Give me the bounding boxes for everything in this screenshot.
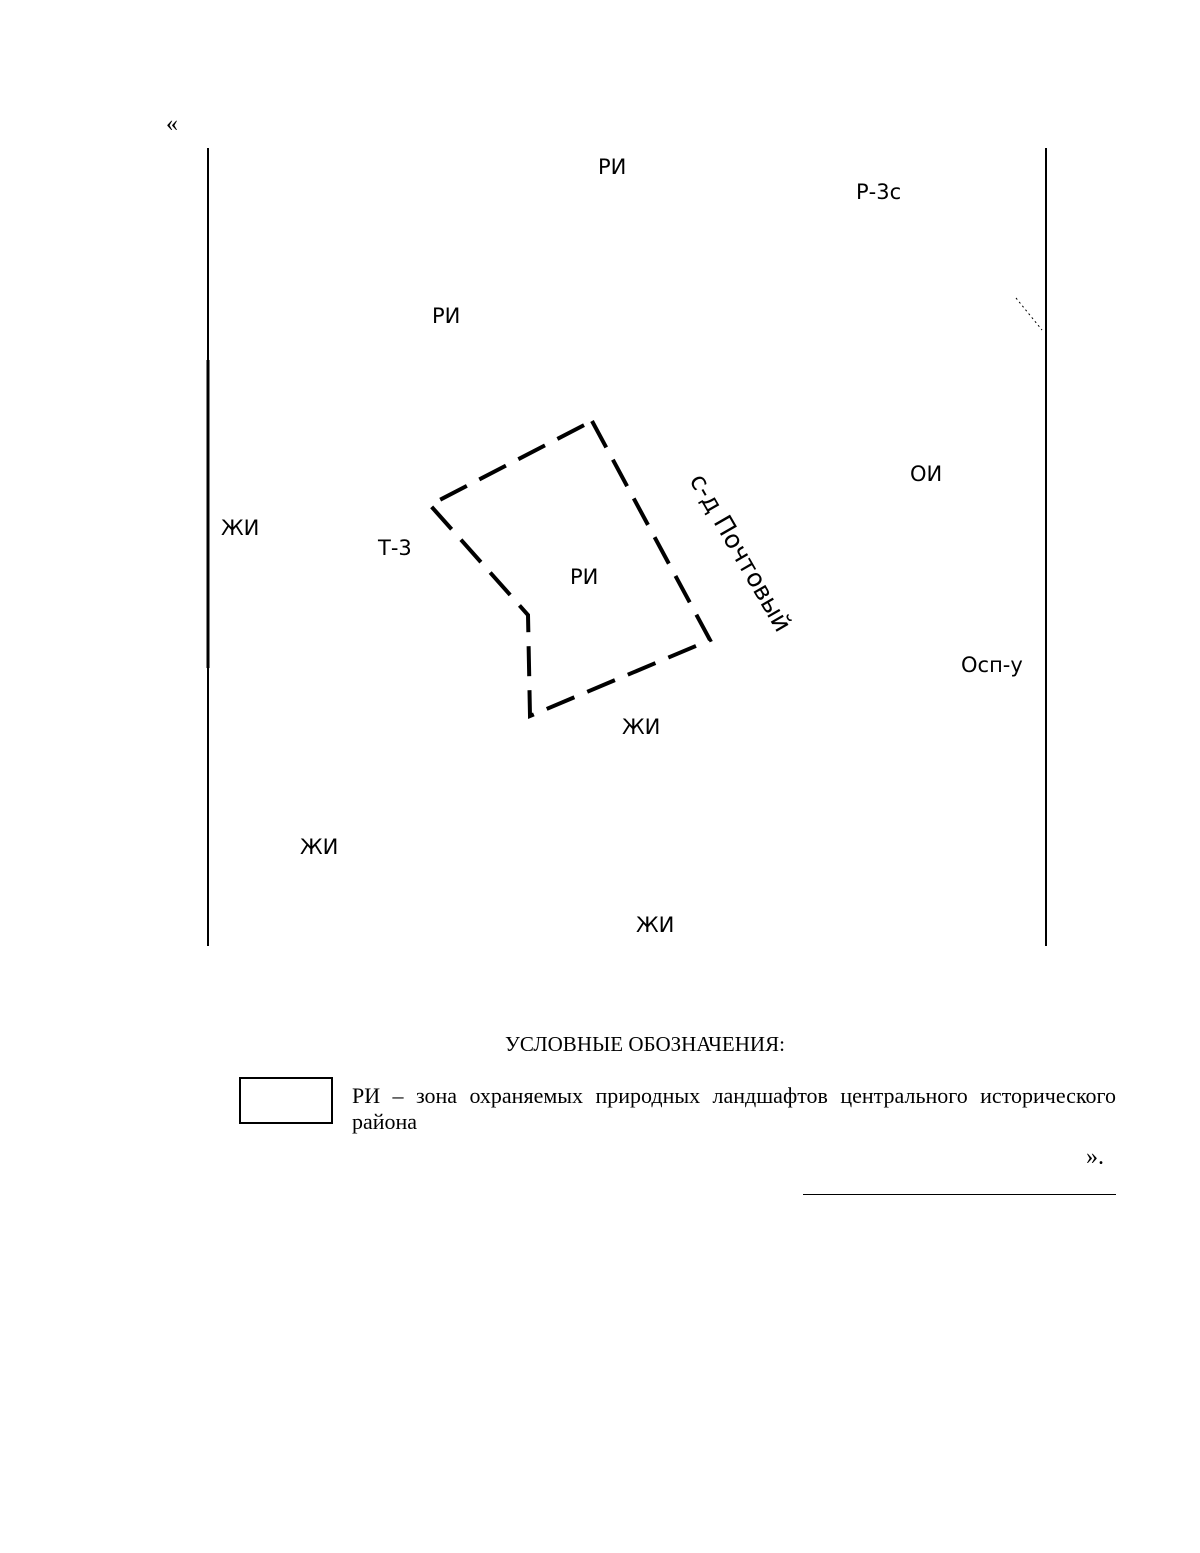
legend-title: УСЛОВНЫЕ ОБОЗНАЧЕНИЯ: xyxy=(505,1032,785,1056)
legend-item-ri: РИ – зона охраняемых природных ландшафтов центрального исторического района xyxy=(352,1083,1116,1135)
closing-quote: ». xyxy=(1086,1144,1104,1170)
map-dotted-fragment xyxy=(1016,298,1042,330)
map-label-osp-u: Осп-у xyxy=(961,653,1023,677)
map-label-oi: ОИ xyxy=(910,462,943,486)
map-label-zhi-lower-left: ЖИ xyxy=(300,835,339,859)
legend-swatch-ri xyxy=(239,1077,333,1124)
map-label-ri-center: РИ xyxy=(570,565,599,589)
opening-quote: « xyxy=(166,111,178,137)
map-label-street: с-д Почтовый xyxy=(683,468,798,637)
map-label-t3: Т-3 xyxy=(378,536,412,560)
map-label-zhi-left: ЖИ xyxy=(221,516,260,540)
map-label-ri-top: РИ xyxy=(598,155,627,179)
map-label-r3c: Р-3с xyxy=(856,180,902,204)
map-label-ri-left: РИ xyxy=(432,304,461,328)
footer-rule xyxy=(803,1194,1116,1195)
map-label-zhi-center: ЖИ xyxy=(622,715,661,739)
map-label-zhi-bottom: ЖИ xyxy=(636,913,675,937)
